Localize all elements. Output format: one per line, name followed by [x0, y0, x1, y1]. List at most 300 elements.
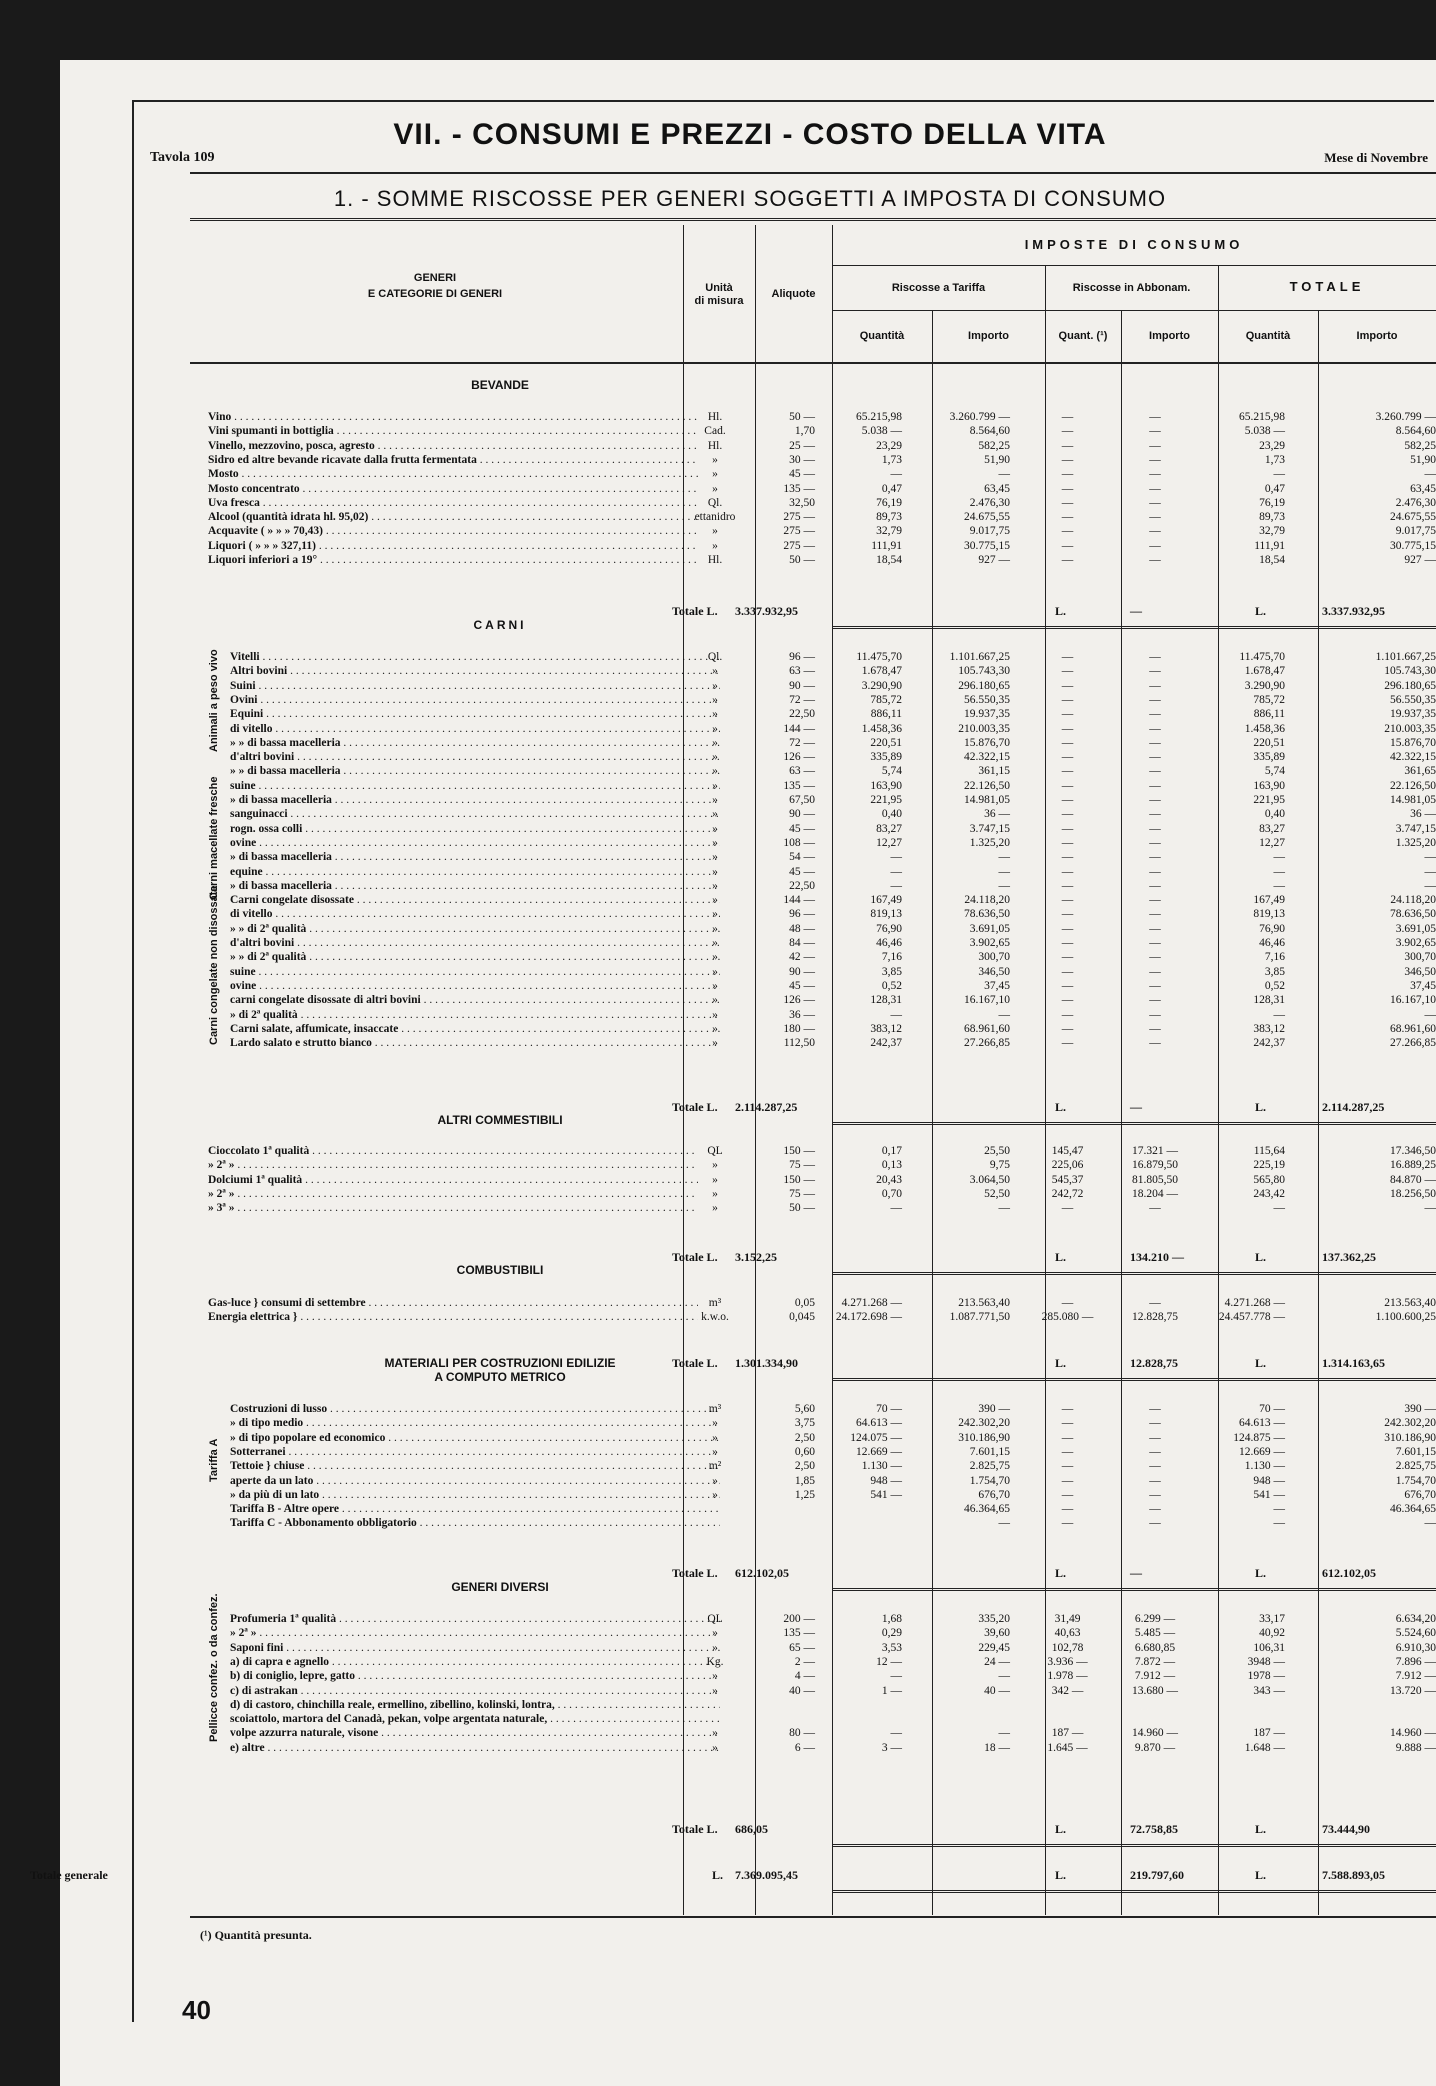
- row-label: Profumeria 1ª qualità . . .: [230, 1612, 720, 1626]
- row-label: » 2ª » . . .: [208, 1158, 698, 1172]
- cell-u: »: [712, 1202, 718, 1215]
- row-label: Mosto concentrato . . .: [208, 482, 698, 496]
- col-quantita-1: Quantità: [859, 330, 905, 342]
- table-row: [190, 1445, 1436, 1459]
- cell-u: »: [712, 539, 718, 552]
- row-label: a) di capra e agnello . . .: [230, 1655, 720, 1669]
- cell-qt: 32,79: [1259, 525, 1285, 538]
- col-quantita-3: Quantità: [1245, 330, 1291, 342]
- cell-it: 296.180,65: [1384, 679, 1436, 692]
- cell-i1: 40 —: [984, 1684, 1010, 1697]
- total-label: Totale L.: [672, 1250, 718, 1264]
- cell-a: 45 —: [789, 979, 815, 992]
- table-row: [190, 1158, 1436, 1172]
- cell-q1: —: [890, 1008, 902, 1021]
- cell-q2: —: [1061, 665, 1074, 678]
- row-label: Vinello, mezzovino, posca, agresto . . .: [208, 439, 698, 453]
- cell-it: 19.937,35: [1390, 708, 1436, 721]
- cell-u: »: [712, 1187, 718, 1200]
- cell-q1: 0,29: [881, 1627, 902, 1640]
- cell-q1: 11.475,70: [856, 651, 902, 663]
- cell-i1: —: [998, 1727, 1010, 1740]
- cell-it: 3.691,05: [1395, 922, 1436, 935]
- cell-qt: 383,12: [1253, 1022, 1285, 1035]
- cell-q1: —: [890, 865, 902, 878]
- table-row: [190, 1201, 1436, 1215]
- cell-u: ettanidro: [694, 511, 736, 524]
- cell-a: 135 —: [783, 779, 815, 792]
- table-subtitle: 1. - SOMME RISCOSSE PER GENERI SOGGETTI A IMPOSTA DI CONSUMO: [333, 186, 1167, 211]
- total-importo-3: 2.114.287,25: [1322, 1100, 1385, 1114]
- cell-a: 2,50: [794, 1460, 815, 1473]
- row-label: » 2ª » . . .: [208, 1187, 698, 1201]
- cell-q2: —: [1061, 1202, 1074, 1215]
- cell-u: »: [712, 708, 718, 721]
- cell-it: 6.910,30: [1395, 1641, 1436, 1654]
- cell-u: k.w.o.: [701, 1311, 729, 1324]
- cell-u: »: [712, 1022, 718, 1035]
- cell-q1: 111,91: [871, 539, 902, 552]
- cell-i2: —: [1149, 482, 1161, 495]
- cell-i2: 14.960 —: [1132, 1727, 1178, 1740]
- cell-q1: 46,46: [876, 937, 902, 949]
- cell-i1: —: [998, 1517, 1010, 1530]
- cell-q2: —: [1061, 554, 1074, 566]
- cell-it: 5.524,60: [1395, 1627, 1436, 1640]
- cell-q1: 3,85: [881, 965, 902, 978]
- cell-i2: —: [1149, 894, 1161, 907]
- cell-qt: 0,47: [1264, 482, 1285, 495]
- cell-i1: 229,45: [978, 1641, 1010, 1654]
- cell-u: »: [712, 751, 718, 764]
- cell-u: »: [712, 1008, 718, 1021]
- cell-i2: 81.805,50: [1132, 1173, 1178, 1186]
- cell-u: »: [712, 951, 718, 964]
- total-currency-2: L.: [1055, 1868, 1067, 1882]
- total-label: Totale L.: [672, 1566, 718, 1580]
- cell-a: 45 —: [789, 865, 815, 878]
- row-label: di vitello . . .: [230, 907, 720, 921]
- total-currency-3: L.: [1255, 1100, 1267, 1114]
- cell-qt: —: [1273, 1008, 1285, 1021]
- cell-i2: —: [1149, 808, 1161, 821]
- cell-i2: —: [1149, 1460, 1161, 1473]
- cell-i1: —: [998, 1670, 1010, 1683]
- total-label: Totale L.: [672, 604, 718, 618]
- cell-a: 0,05: [794, 1297, 815, 1309]
- cell-q2: 31,49: [1054, 1613, 1081, 1625]
- cell-i2: —: [1149, 879, 1161, 892]
- cell-qt: 225,19: [1253, 1159, 1285, 1172]
- cell-u: Kg.: [706, 1655, 724, 1668]
- cell-it: —: [1424, 1517, 1436, 1530]
- cell-qt: 115,64: [1253, 1145, 1285, 1157]
- row-label: Carni salate, affumicate, insaccate . . .: [230, 1022, 720, 1036]
- cell-q2: 545,37: [1051, 1173, 1084, 1186]
- cell-it: 213.563,40: [1384, 1297, 1436, 1309]
- cell-q2: —: [1061, 879, 1074, 892]
- cell-it: 1.325,20: [1395, 836, 1436, 849]
- table-row: [190, 1726, 1436, 1740]
- cell-u: »: [712, 765, 718, 778]
- total-rule: [832, 1588, 1436, 1591]
- cell-i2: —: [1149, 1445, 1161, 1458]
- cell-q1: 1.130 —: [861, 1460, 902, 1473]
- total-row: [190, 1250, 1436, 1268]
- cell-i1: 390 —: [978, 1403, 1010, 1415]
- cell-i2: —: [1149, 439, 1161, 452]
- cell-u: »: [712, 979, 718, 992]
- cell-i1: 15.876,70: [964, 736, 1010, 749]
- total-rule: [832, 1844, 1436, 1847]
- total-currency-2: L.: [1055, 1250, 1067, 1264]
- cell-q2: —: [1061, 1488, 1074, 1501]
- cell-a: 90 —: [789, 679, 815, 692]
- cell-q1: 167,49: [870, 894, 902, 907]
- table-row: [190, 1310, 1436, 1324]
- cell-it: 37,45: [1410, 979, 1436, 992]
- cell-i1: —: [998, 879, 1010, 892]
- cell-it: 22.126,50: [1390, 779, 1436, 792]
- cell-q1: 785,72: [870, 693, 902, 706]
- table-row: [190, 496, 1436, 510]
- cell-qt: 18,54: [1259, 554, 1285, 566]
- footnote-rule: [190, 1916, 1436, 1918]
- total-importo-3: 3.337.932,95: [1322, 604, 1385, 618]
- cell-i2: —: [1149, 851, 1161, 864]
- section-materiali-sub: A COMPUTO METRICO: [434, 1370, 566, 1384]
- table-row: [190, 1022, 1436, 1036]
- col-aliquote: Aliquote: [771, 288, 816, 300]
- table-row: [190, 1474, 1436, 1488]
- cell-i1: 1.101.667,25: [949, 651, 1010, 663]
- cell-q1: 0,40: [881, 808, 902, 821]
- table-row: [190, 707, 1436, 721]
- cell-q1: 83,27: [876, 822, 902, 835]
- row-label: d) di castoro, chinchilla reale, ermellino, zibellino, kolinski, lontra, . . .: [230, 1698, 720, 1712]
- cell-a: 1,70: [794, 425, 815, 438]
- cell-q2: —: [1061, 751, 1074, 764]
- cell-i2: —: [1149, 865, 1161, 878]
- cell-it: 361,65: [1404, 765, 1436, 778]
- row-label: Vino . . .: [208, 410, 698, 424]
- cell-qt: 1.458,36: [1244, 722, 1285, 735]
- cell-i1: 14.981,05: [964, 794, 1010, 806]
- cell-i2: —: [1149, 1517, 1161, 1530]
- cell-q1: —: [890, 468, 902, 481]
- cell-u: »: [712, 468, 718, 481]
- cell-i1: 3.064,50: [969, 1173, 1010, 1186]
- cell-u: »: [712, 1173, 718, 1186]
- cell-qt: 65.215,98: [1239, 411, 1285, 423]
- cell-it: 84.870 —: [1390, 1173, 1436, 1186]
- cell-qt: —: [1273, 1517, 1285, 1530]
- cell-i2: 13.680 —: [1132, 1684, 1178, 1697]
- cell-qt: 1.648 —: [1244, 1741, 1285, 1754]
- cell-it: —: [1424, 1202, 1436, 1215]
- table-row: [190, 510, 1436, 524]
- row-label: Vini spumanti in bottiglia . . .: [208, 424, 698, 438]
- cell-q2: —: [1061, 525, 1074, 538]
- cell-q1: 163,90: [870, 779, 902, 792]
- table-row: [190, 482, 1436, 496]
- cell-a: 45 —: [789, 468, 815, 481]
- cell-it: 1.100.600,25: [1375, 1311, 1436, 1324]
- cell-qt: 24.457.778 —: [1218, 1311, 1285, 1324]
- cell-a: 42 —: [789, 951, 815, 964]
- cell-it: 3.902,65: [1395, 937, 1436, 949]
- row-label: Cioccolato 1ª qualità . . .: [208, 1144, 698, 1158]
- cell-a: 144 —: [783, 894, 815, 907]
- cell-it: 78.636,50: [1390, 908, 1436, 921]
- cell-a: 90 —: [789, 808, 815, 821]
- total-importo-3: 1.314.163,65: [1322, 1356, 1385, 1370]
- cell-i1: —: [998, 1202, 1010, 1215]
- row-label: » » di bassa macelleria . . .: [230, 736, 720, 750]
- cell-i2: —: [1149, 1474, 1161, 1487]
- page-title: VII. - CONSUMI E PREZZI - COSTO DELLA VITA: [393, 118, 1107, 151]
- cell-i1: 8.564,60: [969, 425, 1010, 438]
- side-label-tariffa-a: Tariffa A: [208, 1438, 220, 1482]
- row-label: suine . . .: [230, 965, 720, 979]
- cell-q1: 3 —: [881, 1741, 902, 1754]
- table-row: [190, 793, 1436, 807]
- cell-qt: 1,73: [1264, 453, 1285, 466]
- side-label-carni-congelate: Carni congelate non disossate: [208, 885, 220, 1045]
- cell-q2: —: [1061, 1403, 1074, 1415]
- cell-q2: —: [1061, 808, 1074, 821]
- cell-it: —: [1424, 865, 1436, 878]
- table-row: [190, 553, 1436, 567]
- cell-qt: 70 —: [1259, 1403, 1285, 1415]
- cell-q2: —: [1061, 1037, 1074, 1050]
- table-row: [190, 822, 1436, 836]
- row-label: aperte da un lato . . .: [230, 1474, 720, 1488]
- cell-i1: 210.003,35: [958, 722, 1010, 735]
- cell-q1: 1.678,47: [861, 665, 902, 678]
- cell-i2: —: [1149, 651, 1161, 663]
- cell-q2: —: [1061, 496, 1074, 509]
- col-riscosse-abbonam: Riscosse in Abbonam.: [1072, 282, 1191, 294]
- header-bottom-rule: [190, 362, 1436, 364]
- row-label: d'altri bovini . . .: [230, 750, 720, 764]
- cell-q2: —: [1061, 851, 1074, 864]
- table-row: [190, 424, 1436, 438]
- cell-q1: 12,27: [876, 836, 902, 849]
- cell-q2: —: [1061, 1517, 1074, 1530]
- table-row: [190, 750, 1436, 764]
- cell-it: 7.896 —: [1395, 1655, 1436, 1668]
- cell-i1: —: [998, 851, 1010, 864]
- cell-i2: —: [1149, 922, 1161, 935]
- cell-qt: —: [1273, 865, 1285, 878]
- cell-i1: —: [998, 468, 1010, 481]
- cell-qt: 76,90: [1259, 922, 1285, 935]
- cell-qt: 243,42: [1253, 1187, 1285, 1200]
- cell-a: 180 —: [783, 1022, 815, 1035]
- cell-qt: 819,13: [1253, 908, 1285, 921]
- side-label-pellicce: Pellicce confez. o da confez.: [208, 1593, 220, 1742]
- cell-i1: 310.186,90: [958, 1431, 1010, 1444]
- cell-i1: 30.775,15: [964, 539, 1010, 552]
- cell-q1: 3,53: [881, 1641, 902, 1654]
- cell-it: —: [1424, 1008, 1436, 1021]
- cell-i2: —: [1149, 425, 1161, 438]
- cell-i1: 18 —: [984, 1741, 1010, 1754]
- table-row: [190, 410, 1436, 424]
- cell-it: 6.634,20: [1395, 1613, 1436, 1625]
- cell-qt: 5.038 —: [1244, 425, 1285, 438]
- total-row: [190, 1356, 1436, 1374]
- cell-qt: 1.678,47: [1244, 665, 1285, 678]
- table-row: [190, 1144, 1436, 1158]
- cell-qt: 124.875 —: [1233, 1431, 1285, 1444]
- cell-u: »: [712, 994, 718, 1007]
- cell-i1: 213.563,40: [958, 1297, 1010, 1309]
- col-importo-2: Importo: [1149, 330, 1190, 342]
- table-row: [190, 865, 1436, 879]
- total-importo-1: 2.114.287,25: [735, 1100, 798, 1114]
- cell-u: »: [712, 1474, 718, 1487]
- cell-i1: 1.325,20: [969, 836, 1010, 849]
- row-label: » 2ª » . . .: [230, 1626, 720, 1640]
- row-label: e) altre . . .: [230, 1741, 720, 1755]
- cell-q1: 76,19: [876, 496, 902, 509]
- cell-q1: 335,89: [870, 751, 902, 764]
- title-rule: [190, 172, 1436, 174]
- cell-qt: 886,11: [1253, 708, 1285, 721]
- cell-q1: 0,17: [881, 1145, 902, 1157]
- cell-a: 65 —: [789, 1641, 815, 1654]
- cell-q1: 76,90: [876, 922, 902, 935]
- cell-i2: —: [1149, 708, 1161, 721]
- table-row: [190, 893, 1436, 907]
- cell-qt: 40,92: [1259, 1627, 1285, 1640]
- cell-a: 63 —: [789, 765, 815, 778]
- cell-q2: —: [1061, 979, 1074, 992]
- cell-q1: 0,13: [881, 1159, 902, 1172]
- cell-q2: 102,78: [1051, 1641, 1084, 1654]
- cell-a: 200 —: [783, 1613, 815, 1625]
- cell-q2: —: [1061, 779, 1074, 792]
- total-currency-2: L.: [1055, 1356, 1067, 1370]
- cell-qt: 163,90: [1253, 779, 1285, 792]
- cell-i2: 16.879,50: [1132, 1159, 1178, 1172]
- cell-qt: 1.130 —: [1244, 1460, 1285, 1473]
- cell-it: 390 —: [1404, 1403, 1436, 1415]
- table-row: [190, 1684, 1436, 1698]
- cell-qt: 565,80: [1253, 1173, 1285, 1186]
- total-currency-2: L.: [1055, 1100, 1067, 1114]
- total-currency-3: L.: [1255, 1822, 1267, 1836]
- cell-q1: 1,68: [881, 1613, 902, 1625]
- cell-i1: 1.754,70: [969, 1474, 1010, 1487]
- cell-a: 50 —: [789, 411, 815, 423]
- cell-q2: —: [1061, 1417, 1074, 1430]
- cell-q2: —: [1061, 865, 1074, 878]
- cell-q2: —: [1061, 425, 1074, 438]
- cell-a: 4 —: [794, 1670, 815, 1683]
- cell-i1: 68.961,60: [964, 1022, 1010, 1035]
- total-importo-1: 686,05: [735, 1822, 768, 1836]
- row-label: Saponi fini . . .: [230, 1641, 720, 1655]
- table-row: [190, 1296, 1436, 1310]
- cell-it: 2.476,30: [1395, 496, 1436, 509]
- cell-i2: —: [1149, 1488, 1161, 1501]
- table-row: [190, 936, 1436, 950]
- row-label: Suini . . .: [230, 679, 720, 693]
- cell-it: —: [1424, 851, 1436, 864]
- cell-qt: —: [1273, 879, 1285, 892]
- row-label: Altri bovini . . .: [230, 664, 720, 678]
- cell-q2: 40,63: [1054, 1627, 1081, 1640]
- total-importo-2: 134.210 —: [1130, 1250, 1184, 1264]
- row-label: » 3ª » . . .: [208, 1201, 698, 1215]
- cell-it: 8.564,60: [1395, 425, 1436, 438]
- section-carni: CARNI: [473, 618, 527, 632]
- cell-u: m³: [708, 1403, 722, 1415]
- cell-qt: —: [1273, 851, 1285, 864]
- cell-u: »: [712, 779, 718, 792]
- total-currency-3: L.: [1255, 1868, 1267, 1882]
- cell-q1: 220,51: [870, 736, 902, 749]
- cell-it: 63,45: [1410, 482, 1436, 495]
- section-combustibili: COMBUSTIBILI: [456, 1263, 544, 1277]
- footnote: (¹) Quantità presunta.: [200, 1928, 312, 1942]
- cell-q2: —: [1061, 822, 1074, 835]
- cell-u: »: [712, 525, 718, 538]
- cell-a: 22,50: [789, 708, 815, 721]
- cell-a: 50 —: [789, 554, 815, 566]
- cell-qt: 12.669 —: [1239, 1445, 1285, 1458]
- section-bevande: BEVANDE: [471, 378, 529, 392]
- total-currency-2: L.: [1055, 1566, 1067, 1580]
- cell-a: 96 —: [789, 908, 815, 921]
- row-label: ovine . . .: [230, 979, 720, 993]
- row-label: » » di bassa macelleria . . .: [230, 764, 720, 778]
- cell-qt: 3,85: [1264, 965, 1285, 978]
- cell-q1: 221,95: [870, 794, 902, 806]
- total-importo-2: —: [1130, 1100, 1142, 1114]
- cell-i2: 6.680,85: [1134, 1641, 1176, 1654]
- table-row: [190, 1416, 1436, 1430]
- cell-i2: —: [1149, 525, 1161, 538]
- cell-it: 210.003,35: [1384, 722, 1436, 735]
- cell-a: 96 —: [789, 651, 815, 663]
- cell-u: »: [712, 736, 718, 749]
- row-label: Carni congelate disossate . . .: [230, 893, 720, 907]
- total-currency-3: L.: [1255, 1250, 1267, 1264]
- row-label: ovine . . .: [230, 836, 720, 850]
- cell-q2: —: [1061, 679, 1074, 692]
- cell-qt: 1978 —: [1247, 1670, 1285, 1683]
- cell-i1: 51,90: [984, 453, 1010, 466]
- cell-a: 75 —: [789, 1159, 815, 1172]
- cell-q2: —: [1061, 511, 1074, 524]
- month-label: Mese di Novembre: [1324, 150, 1428, 165]
- cell-qt: 3948 —: [1247, 1655, 1285, 1668]
- table-row: [190, 650, 1436, 664]
- cell-q2: —: [1061, 1022, 1074, 1035]
- cell-i2: —: [1149, 765, 1161, 778]
- table-row: [190, 1516, 1436, 1530]
- cell-q1: 0,47: [881, 482, 902, 495]
- cell-a: 135 —: [783, 1627, 815, 1640]
- cell-q1: —: [890, 1727, 902, 1740]
- cell-q1: 1.458,36: [861, 722, 902, 735]
- row-label: Liquori ( » » » 327,11) . . .: [208, 539, 698, 553]
- table-row: [190, 922, 1436, 936]
